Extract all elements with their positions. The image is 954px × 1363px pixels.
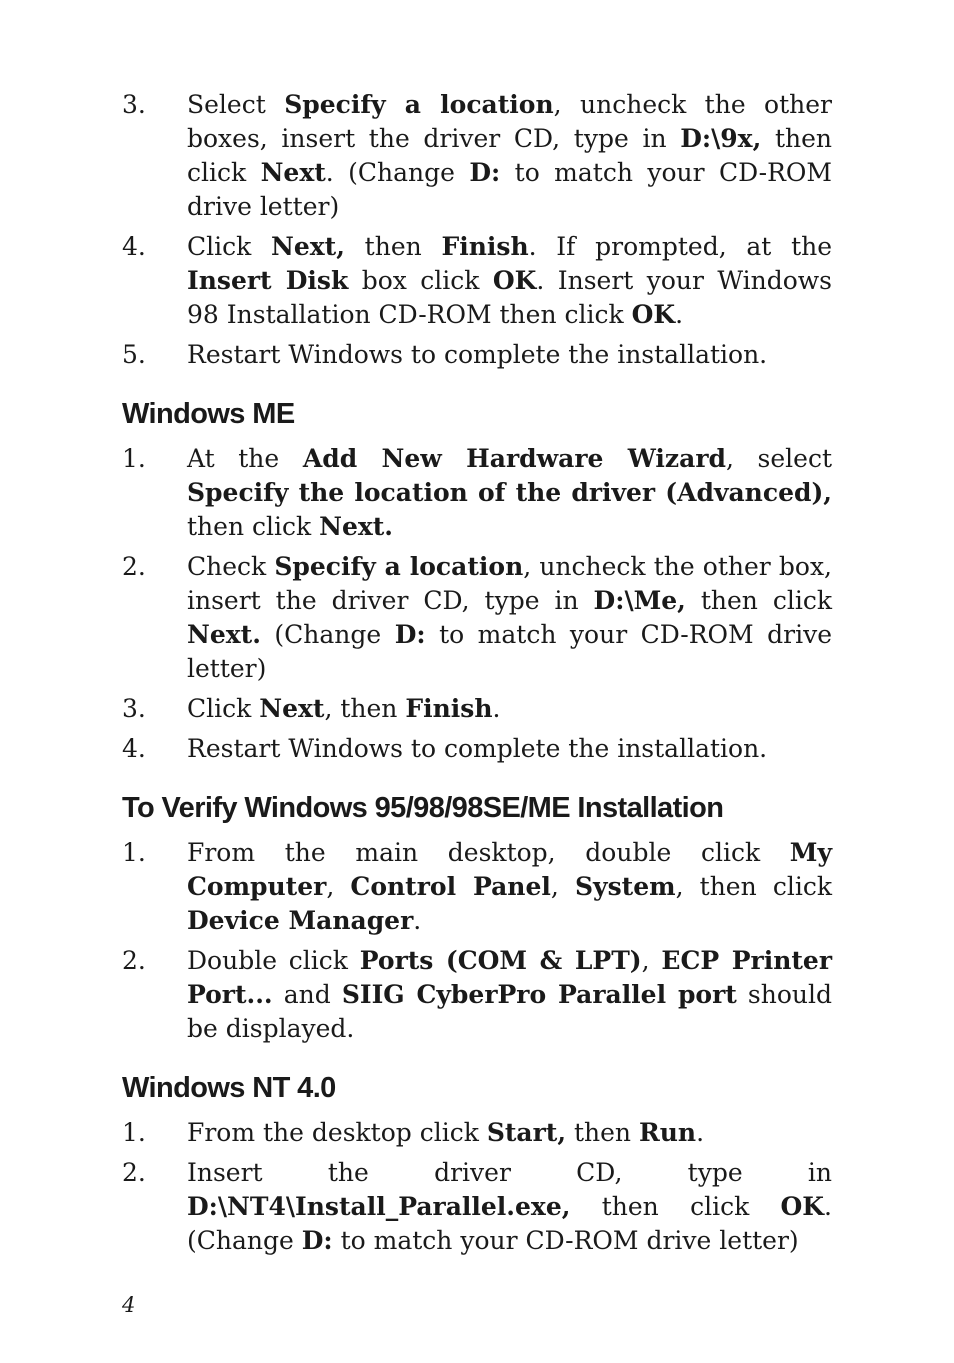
list-item [122,338,832,372]
item-number: 2. [122,552,146,581]
list-item [122,550,832,686]
item-number: 1. [122,838,146,867]
item-text: Click Next, then Finish. [187,694,501,723]
item-text: Check Specify a location, uncheck the other box, insert the driver CD, type in D:\Me, then click Next. (Change D: to match your CD-ROM drive letter) [187,552,832,683]
list-item [122,836,832,938]
item-text: Select Specify a location, uncheck the other boxes, insert the driver CD, type in D:\9x, then click Next. (Change D: to match your CD-ROM drive letter) [187,90,832,221]
list-item [122,692,832,726]
item-number: 2. [122,1158,146,1187]
list-item [122,944,832,1046]
item-text: At the Add New Hardware Wizard, select Specify the location of the driver (Advanced), then click Next. [187,444,832,541]
list-item [122,88,832,224]
item-number: 5. [122,340,146,369]
item-number: 3. [122,90,146,119]
section-heading-windows-me: Windows ME [122,398,295,430]
item-number: 1. [122,444,146,473]
item-text: Click Next, then Finish. If prompted, at the Insert Disk box click OK. Insert your Windows 98 Installation CD-ROM then click OK. [187,232,833,329]
item-number: 2. [122,946,146,975]
item-text: Double click Ports (COM & LPT), ECP Printer Port... and SIIG CyberPro Parallel port should be displayed. [187,946,833,1043]
item-text: From the desktop click Start, then Run. [187,1118,705,1147]
item-number: 4. [122,232,146,261]
section-heading-windows-nt: Windows NT 4.0 [122,1072,336,1104]
list-item [122,1116,832,1150]
item-number: 1. [122,1118,146,1147]
document-page [122,88,832,1264]
list-item [122,230,832,332]
item-text: From the main desktop, double click My Computer, Control Panel, System, then click Device Manager. [187,838,833,935]
item-number: 3. [122,694,146,723]
section-heading-verify: To Verify Windows 95/98/98SE/ME Installation [122,792,724,824]
item-number: 4. [122,734,146,763]
list-item [122,442,832,544]
list-item [122,732,832,766]
list-item [122,1156,832,1258]
item-text: Restart Windows to complete the installation. [187,340,768,369]
page-number: 4 [122,1293,136,1317]
item-text: Restart Windows to complete the installation. [187,734,768,763]
item-text: Insert the driver CD, type in D:\NT4\Install_Parallel.exe, then click OK. (Change D: to match your CD-ROM drive letter) [187,1158,832,1255]
